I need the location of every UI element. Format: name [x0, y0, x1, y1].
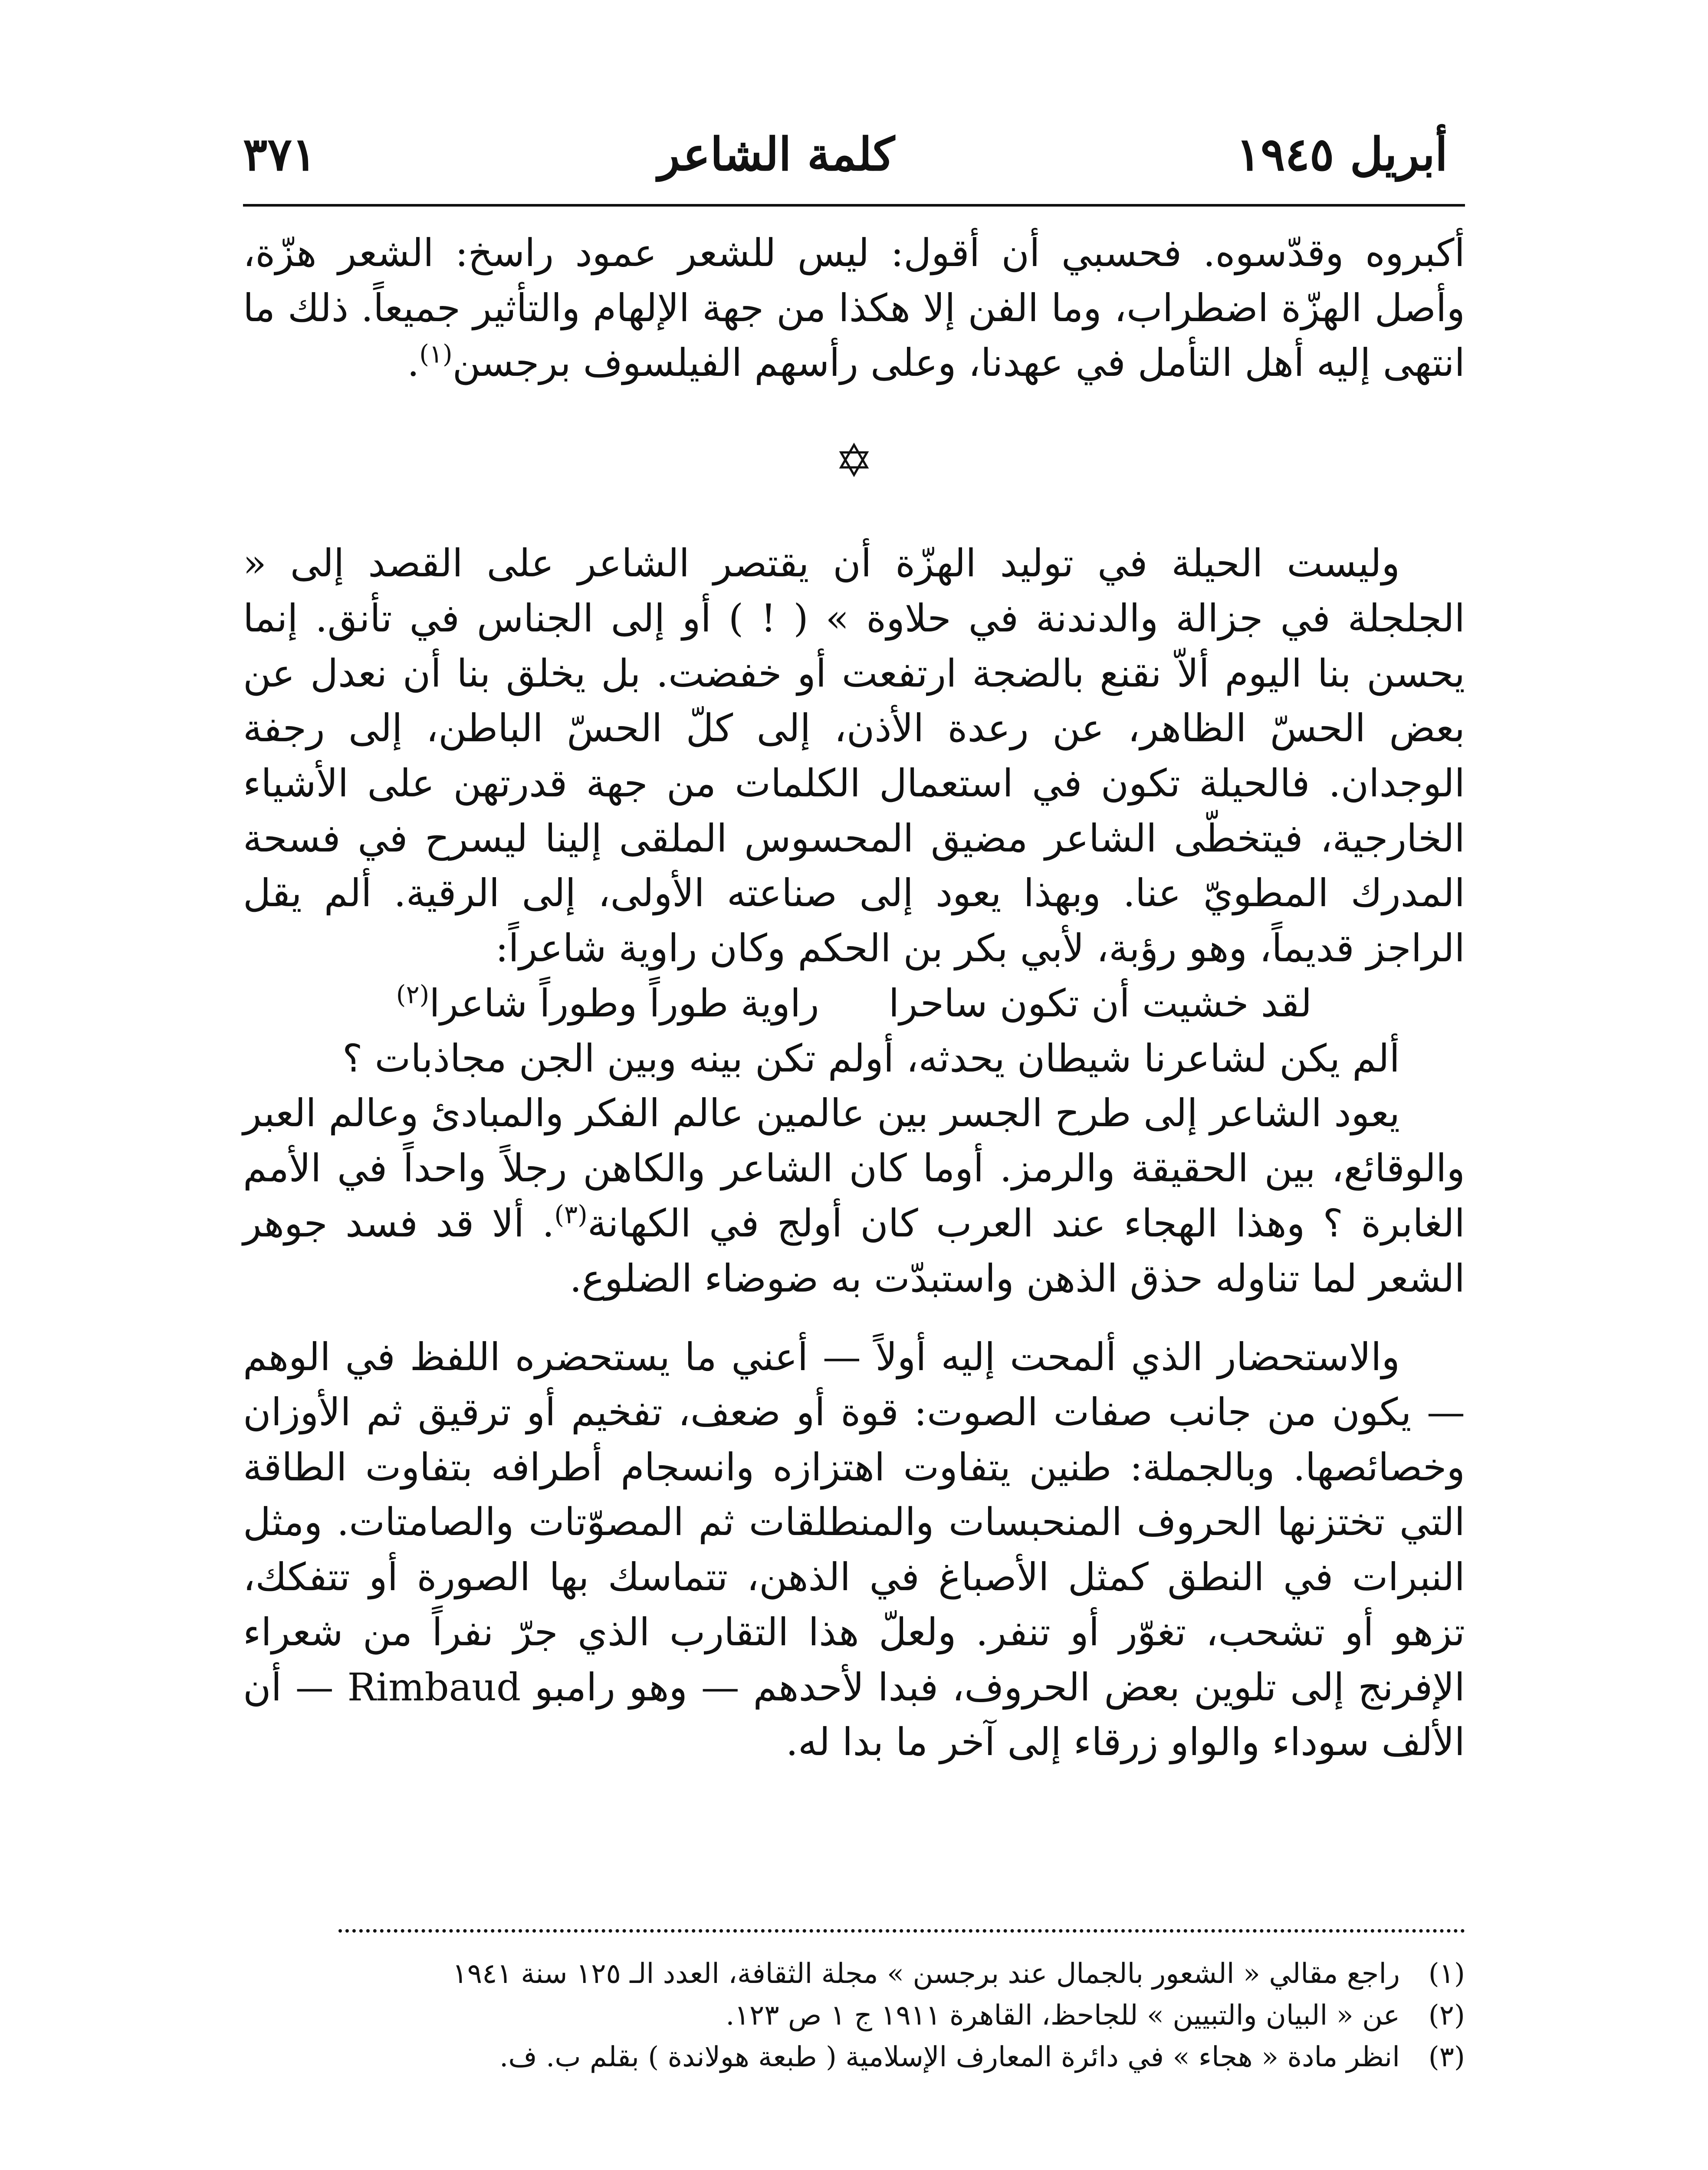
paragraph-5: والاستحضار الذي ألمحت إليه أولاً — أعني ما يستحضره اللفظ في الوهم — يكون من جانب صفات الصوت: قوة أو ضعف، تفخيم أو ترقيق ثم الأوزان وخصائصها. وبالجملة: طنين يتفاوت اهتزازه وانسجام أطرافه بتفاوت الطاقة التي تختزنها الحروف المنحبسات والمنطلقات ثم المصوّتات والصامتات. ومثل النبرات في النطق كمثل الأصباغ في الذهن، تتماسك بها الصورة أو تتفكك، تزهو أو تشحب، تغوّر أو تنفر. ولعلّ هذا التقارب الذي جرّ نفراً من شعراء الإفرنج إلى تلوين بعض الحروف، فبدا لأحدهم — وهو رامبو Rimbaud — أن الألف سوداء والواو زرقاء إلى آخر ما بدا له. — [243, 1335, 1465, 1765]
footnote-ref-1: (١) — [419, 339, 453, 369]
footnote-1 — [243, 1953, 1465, 1995]
article-title: كلمة الشاعر — [658, 127, 895, 181]
paragraph-4-text: يعود الشاعر إلى طرح الجسر بين عالمين عالم الفكر والمبادئ وعالم العبر والوقائع، بين الحقيقة والرمز. أوما كان الشاعر والكاهن رجلاً واحداً في الأمم الغابرة ؟ وهذا الهجاء عند العرب كان أولج في الكهانة — [243, 1091, 1465, 1246]
issue-date: أبريل ١٩٤٥ — [1236, 127, 1448, 181]
footnote-2-text: عن « البيان والتبيين » للجاحظ، القاهرة ١٩١١ ج ١ ص ١٢٣. — [726, 1999, 1400, 2032]
paragraph-4 — [243, 1086, 1465, 1306]
header-rule — [243, 204, 1465, 207]
footnote-rule — [338, 1929, 1465, 1933]
paragraph-1-end: . — [407, 340, 420, 385]
paragraph-2: وليست الحيلة في توليد الهزّة أن يقتصر الشاعر على القصد إلى « الجلجلة في جزالة والدندنة في حلاوة » ( ! ) أو إلى الجناس في تأنق. إنما يحسن بنا اليوم ألاّ نقنع بالضجة ارتفعت أو خفضت. بل يخلق بنا أن نعدل عن بعض الحسّ الظاهر، عن رعدة الأذن، إلى كلّ الحسّ الباطن، إلى رجفة الوجدان. فالحيلة تكون في استعمال الكلمات من جهة قدرتهن على الأشياء الخارجية، فيتخطّى الشاعر مضيق المحسوس الملقى إلينا ليسرح في فسحة المدرك المطويّ عنا. وبهذا يعود إلى صناعته الأولى، إلى الرقية. ألم يقل الراجز قديماً، وهو رؤبة، لأبي بكر بن الحكم وكان راوية شاعراً: — [243, 541, 1465, 971]
footnote-ref-3: (٣) — [554, 1200, 588, 1230]
footnote-3-text: انظر مادة « هجاء » في دائرة المعارف الإسلامية ( طبعة هولاندة ) بقلم ب. ف. — [499, 2041, 1400, 2073]
footnote-3 — [243, 2036, 1465, 2078]
footnote-1-text: راجع مقالي « الشعور بالجمال عند برجسن » مجلة الثقافة، العدد الـ ١٢٥ سنة ١٩٤١ — [452, 1958, 1400, 1990]
footnotes — [243, 1953, 1465, 2078]
footnote-3-number: (٣) — [1428, 2041, 1465, 2073]
verse-first-hemistich: لقد خشيت أن تكون ساحرا — [888, 980, 1312, 1026]
paragraph-4-end: . ألا قد فسد جوهر الشعر لما تناوله حذق الذهن واستبدّت به ضوضاء الضلوع. — [243, 1200, 1465, 1301]
article-body — [243, 226, 1465, 1770]
section-divider-star-icon: ✡ — [835, 434, 873, 488]
page-number: ٣٧١ — [243, 127, 317, 181]
paragraph-1 — [243, 226, 1465, 391]
footnote-ref-2: (٢) — [396, 980, 430, 1009]
footnote-1-number: (١) — [1428, 1958, 1465, 1990]
running-header — [243, 108, 1448, 200]
footnote-2 — [243, 1995, 1465, 2036]
verse-line — [243, 976, 1465, 1031]
paragraph-1-text: أكبروه وقدّسوه. فحسبي أن أقول: ليس للشعر عمود راسخ: الشعر هزّة، وأصل الهزّة اضطراب، وما الفن إلا هكذا من جهة الإلهام والتأثير جميعاً. ذلك ما انتهى إليه أهل التأمل في عهدنا، وعلى رأسهم الفيلسوف برجسن — [243, 230, 1465, 385]
paragraph-3: ألم يكن لشاعرنا شيطان يحدثه، أولم تكن بينه وبين الجن مجاذبات ؟ — [342, 1036, 1400, 1081]
footnote-2-number: (٢) — [1428, 1999, 1465, 2032]
verse-second-hemistich: راوية طوراً وطوراً شاعرا — [429, 980, 819, 1026]
